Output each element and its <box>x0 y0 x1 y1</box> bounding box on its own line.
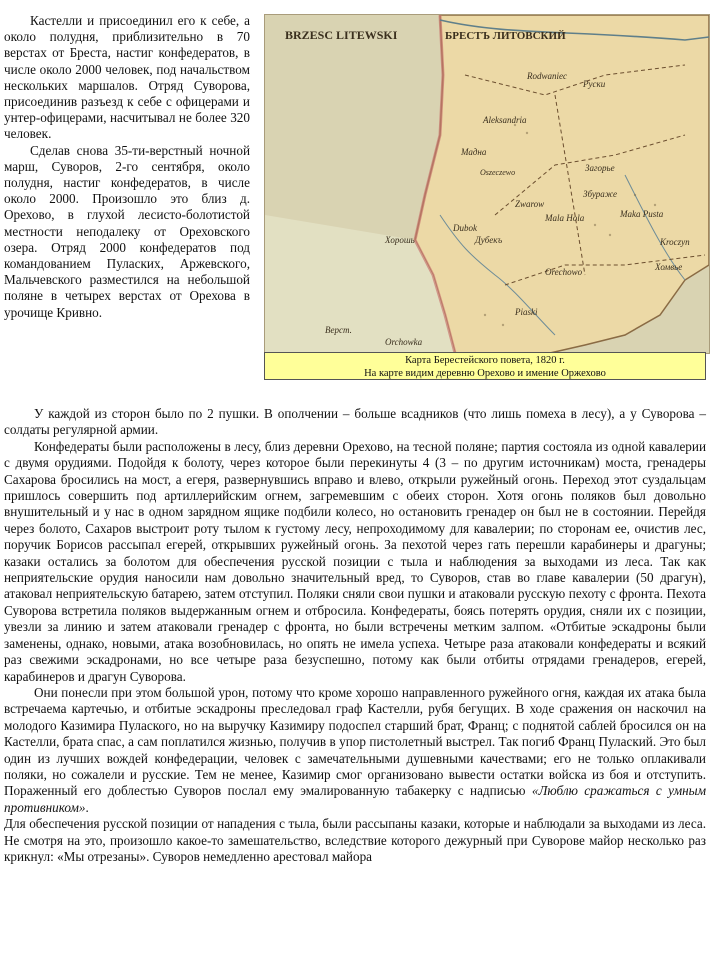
map-label-rodwaniec: Rodwaniec <box>527 71 567 81</box>
map-label-maka: Maka Pusta <box>620 209 664 219</box>
map-label-chomwie: Хомвье <box>655 262 683 272</box>
map-label-piaski: Piaski <box>515 307 538 317</box>
map-label-madna: Мадна <box>461 147 487 157</box>
body-paragraph-1: У каждой из сторон было по 2 пушки. В ополчении – больше всадников (что лишь помеха в лесу), а у Суворова – солдаты регулярной армии. <box>4 406 706 438</box>
map-label-brzesc: BRZESC LITEWSKI <box>285 28 398 42</box>
main-text <box>4 406 706 865</box>
map-caption-line-2: На карте видим деревню Орехово и имение Оржехово <box>364 368 606 379</box>
map-label-orchowka: Orchowka <box>385 337 423 347</box>
historical-map <box>264 14 710 354</box>
map-label-dubek: Дубекъ <box>475 235 503 245</box>
map-label-zwarow: Zwarow <box>515 199 545 209</box>
map-label-chorosz: Хорошь <box>385 235 415 245</box>
map-label-zagorie: Загорье <box>585 163 615 173</box>
body-paragraph-3 <box>4 685 706 816</box>
map-caption-line-1: Карта Берестейского повета, 1820 г. <box>405 355 565 366</box>
map-label-ruski: Руски <box>583 79 606 89</box>
map-label-zbur: Збураже <box>583 189 617 199</box>
left-paragraph-2: Сделав снова 35-ти-верстный ночной марш, Суворов, 2-го сентября, около полудня, настиг конфедератов, в числе около 2000. Произошло это близ д. Орехово, в глухой лесисто-болотистой местности неподалеку от Ореховского озера. Отряд 2000 конфедератов под командованием Пуласких, Аржевского, Мальчевского разместился на небольшой поляне в четырех верстах от Орехова в урочище Кривно. <box>4 142 250 320</box>
left-paragraph-1: Кастелли и присоединил его к себе, а около полудня, приблизительно в 70 верстах от Бреста, настиг конфедератов, в числе около 2000 человек, под начальством нескольких маршалов. Отряд Суворова, присоединив разъезд к себе с офицерами и унтер-офицерами, насчитывал не более 320 человек. <box>4 13 250 142</box>
map-label-kroczyn: Kroczyn <box>660 237 690 247</box>
map-label-mala: Mala Hola <box>545 213 585 223</box>
map-caption <box>264 352 706 380</box>
body-paragraph-4: Для обеспечения русской позиции от нападения с тыла, были рассыпаны казаки, которые и наблюдали за выходами из леса. Не смотря на это, произошло какое-то замешательство, вследствие которого дежурный при Суворове майор несколько раз крикнул: «Мы отрезаны». Суворов немедленно арестовал майора <box>4 816 706 864</box>
map-label-orechowo: Orechowo <box>545 267 583 277</box>
map-label-dubok: Dubok <box>453 223 477 233</box>
map-label-aleksandria: Aleksandria <box>483 115 527 125</box>
snuffbox-inscription: «Люблю сражаться с умным противником» <box>4 783 706 815</box>
body-paragraph-3-end: . <box>85 799 89 815</box>
body-paragraph-2: Конфедераты были расположены в лесу, близ деревни Орехово, на тесной поляне; партия состояла из одной кавалерии с двумя орудиями. Подойдя к болоту, через которое были перекинуты 4 (3 – по другим источникам) моста, гренадеры Сахарова бросились на мост, а егеря, развернувшись вправо и влево, открыли ружейный огонь. Переход этот суздальцам пришлось совершить под артиллерийским огнем, загремевшим с обеих сторон. Хотя огонь поляков был довольно внушительный и у нас в одном зарядном ящике подбили колесо, но остановить гренадер он был не в состоянии. Перейдя через болото, Сахаров выстроит роту тылом к густому лесу, непроходимому для кавалерии; по сторонам ее, очистив лес, поручик Борисов рассыпал егерей, открывших ружейный огонь. За пехотой через гать перешли карабинеры и драгуны; казаки остались за болотом для обеспечения русской позиции с тыла и наблюдения за выходами из леса. Так как неприятельские орудия наносили нам довольно значительный вред, то Суворов, став во главе кавалерии (50 драгун), атаковал неприятельскую батарею, затем отступил. Поляки сняли свои пушки и атаковали русскую пехоту с фронта. Пехота Суворова встретила поляков выдержанным огнем и отбросила. Конфедераты, боясь потерять орудия, сняли их с позиции, увезли за линию и затем атаковали гренадер с фронта, но были встречены метким залпом. «Отбитые эскадроны были заменены, однако, новыми, атака возобновилась, но опять не имела успеха. Четыре раза атаковали конфедераты и всякий раз свежими эскадронами, но все четыре раза безуспешно, потому как были отбиты отрядами гренадеров, егерей, карабинеров и драгун Суворова. <box>4 438 706 684</box>
body-paragraph-3-text: Они понесли при этом большой урон, потому что кроме хорошо направленного ружейного огня, каждая их атака была встречаема картечью, и отбитые эскадроны преследовал граф Кастелли, рубя бегущих. В ходе сражения он наскочил на молодого Казимира Пулаского, но на выручку Казимиру подоспел старший брат, Франц; с поднятой саблей бросился он на Кастелли, брата спас, а сам поплатился жизнью, получив в упор пистолетный выстрел. Так погиб Франц Пулаский. Это был один из лучших вождей конфедерации, человек с замечательными душевными качествами; его не только оплакивали поляки, но сожалели и русские. Тем не менее, Казимир смог организовано вывести остатки войска из боя и отступить. Пораженный его доблестью Суворов послал ему эмалированную табакерку с надписью <box>4 684 706 799</box>
map-label-ozeczewo: Oszeczewo <box>480 168 516 177</box>
map-label-brest: БРЕСТЪ ЛИТОВСКИЙ <box>445 30 566 42</box>
left-column-text <box>4 13 250 321</box>
map-label-wers: Верст. <box>325 325 352 335</box>
map-drawing <box>265 15 709 353</box>
